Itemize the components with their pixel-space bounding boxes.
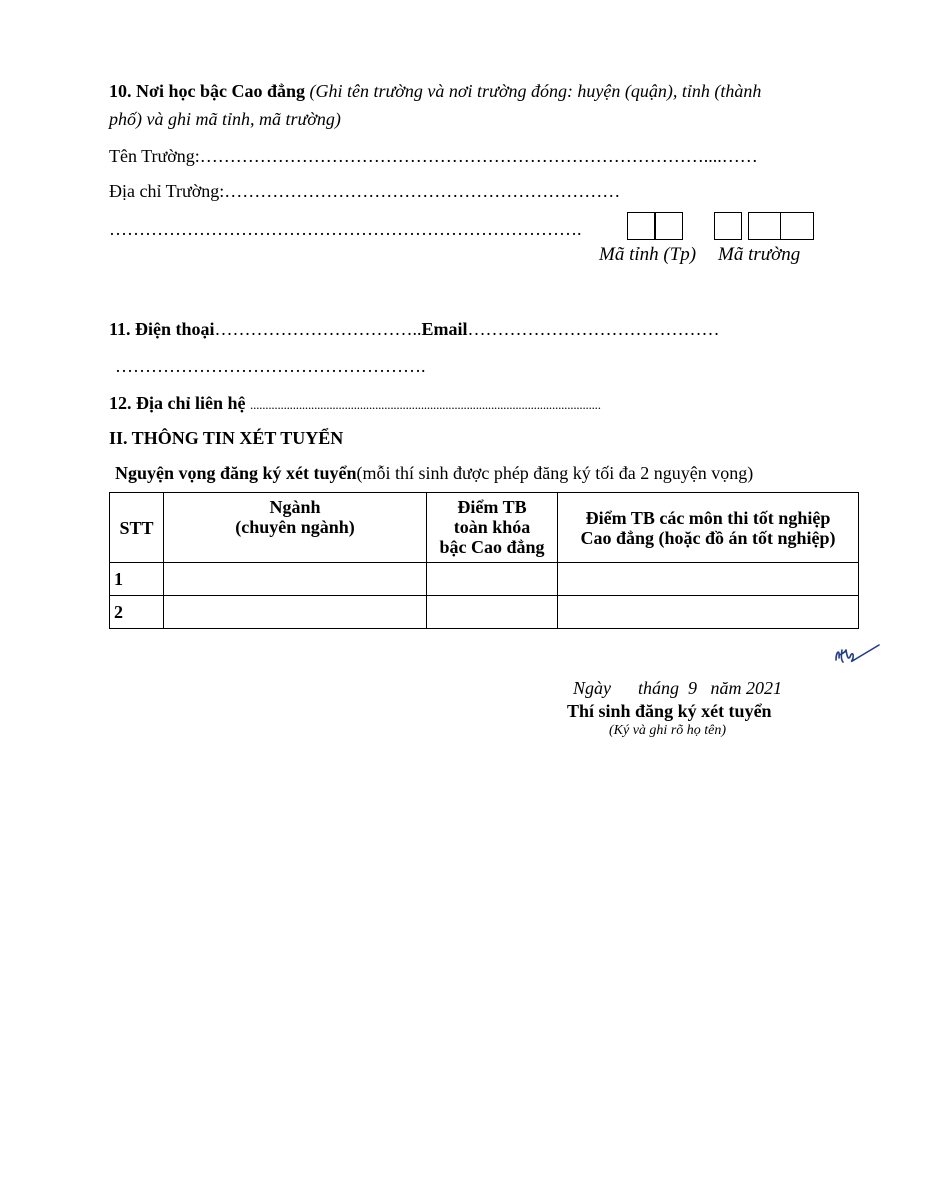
section-10-note-line2: phố) và ghi mã tỉnh, mã trường) xyxy=(109,109,341,129)
section-10-line1 xyxy=(109,80,761,102)
col-header-stt: STT xyxy=(110,493,164,563)
exam-score-cell[interactable] xyxy=(558,563,859,596)
major-cell[interactable] xyxy=(164,563,427,596)
school-name-field[interactable]: Tên Trường:…………………………………………………………………………....…… xyxy=(109,146,758,166)
col-header-exam-score xyxy=(558,493,859,563)
row-stt: 2 xyxy=(110,596,164,629)
contact-address-label: 12. Địa chỉ liên hệ xyxy=(109,393,246,413)
school-address-continuation[interactable]: ……………………………………………………………………. xyxy=(109,219,582,239)
registration-table xyxy=(109,492,859,629)
col-header-exam-line2: Cao đẳng (hoặc đồ án tốt nghiệp) xyxy=(580,527,836,548)
school-code-label: Mã trường xyxy=(718,244,801,265)
col-header-major-line2: (chuyên ngành) xyxy=(235,517,355,537)
section-2-title: II. THÔNG TIN XÉT TUYỂN xyxy=(109,428,344,448)
wish-note: (mỗi thí sinh được phép đăng ký tối đa 2 nguyện vọng) xyxy=(356,463,754,483)
date-line: Ngày tháng 9 năm 2021 xyxy=(573,678,782,698)
section-10-note-line1: (Ghi tên trường và nơi trường đóng: huyện (quận), tỉnh (thành xyxy=(309,81,762,101)
signature-note: (Ký và ghi rõ họ tên) xyxy=(609,723,727,738)
contact-address-field[interactable]: ................................................................................................................... xyxy=(250,397,601,412)
col-header-gpa-line1: Điểm TB xyxy=(457,497,527,517)
table-header-row xyxy=(110,493,859,563)
col-header-gpa-line2: toàn khóa xyxy=(453,517,531,537)
col-header-exam-line1: Điểm TB các môn thi tốt nghiệp xyxy=(585,507,831,528)
col-header-gpa xyxy=(427,493,558,563)
province-code-box-2[interactable] xyxy=(655,212,683,240)
table-row xyxy=(110,596,859,629)
row-stt: 1 xyxy=(110,563,164,596)
school-code-box-3[interactable] xyxy=(780,212,814,240)
wish-line xyxy=(115,462,753,484)
wish-label: Nguyện vọng đăng ký xét tuyển xyxy=(115,463,357,483)
col-header-major xyxy=(164,493,427,563)
signer-title: Thí sinh đăng ký xét tuyển xyxy=(567,701,772,721)
school-code-box-2[interactable] xyxy=(748,212,781,240)
handwritten-initials xyxy=(832,640,882,670)
province-code-label: Mã tỉnh (Tp) xyxy=(599,244,697,265)
gpa-cell[interactable] xyxy=(427,596,558,629)
section-12-line xyxy=(109,392,601,416)
gpa-cell[interactable] xyxy=(427,563,558,596)
table-row xyxy=(110,563,859,596)
exam-score-cell[interactable] xyxy=(558,596,859,629)
email-continuation[interactable]: ……………………………………………. xyxy=(115,356,426,376)
col-header-gpa-line3: bậc Cao đẳng xyxy=(439,537,545,557)
email-field[interactable]: …………………………………… xyxy=(467,319,720,339)
school-address-field[interactable]: Địa chỉ Trường:………………………………………………………… xyxy=(109,181,621,201)
phone-label: 11. Điện thoại xyxy=(109,319,215,339)
section-10-heading: 10. Nơi học bậc Cao đẳng xyxy=(109,81,305,101)
section-11-line xyxy=(109,318,720,340)
phone-field[interactable]: …………………………….. xyxy=(214,319,422,339)
province-code-box-1[interactable] xyxy=(627,212,655,240)
school-code-box-1[interactable] xyxy=(714,212,742,240)
major-cell[interactable] xyxy=(164,596,427,629)
email-label: Email xyxy=(421,319,468,339)
col-header-major-line1: Ngành xyxy=(269,497,321,517)
